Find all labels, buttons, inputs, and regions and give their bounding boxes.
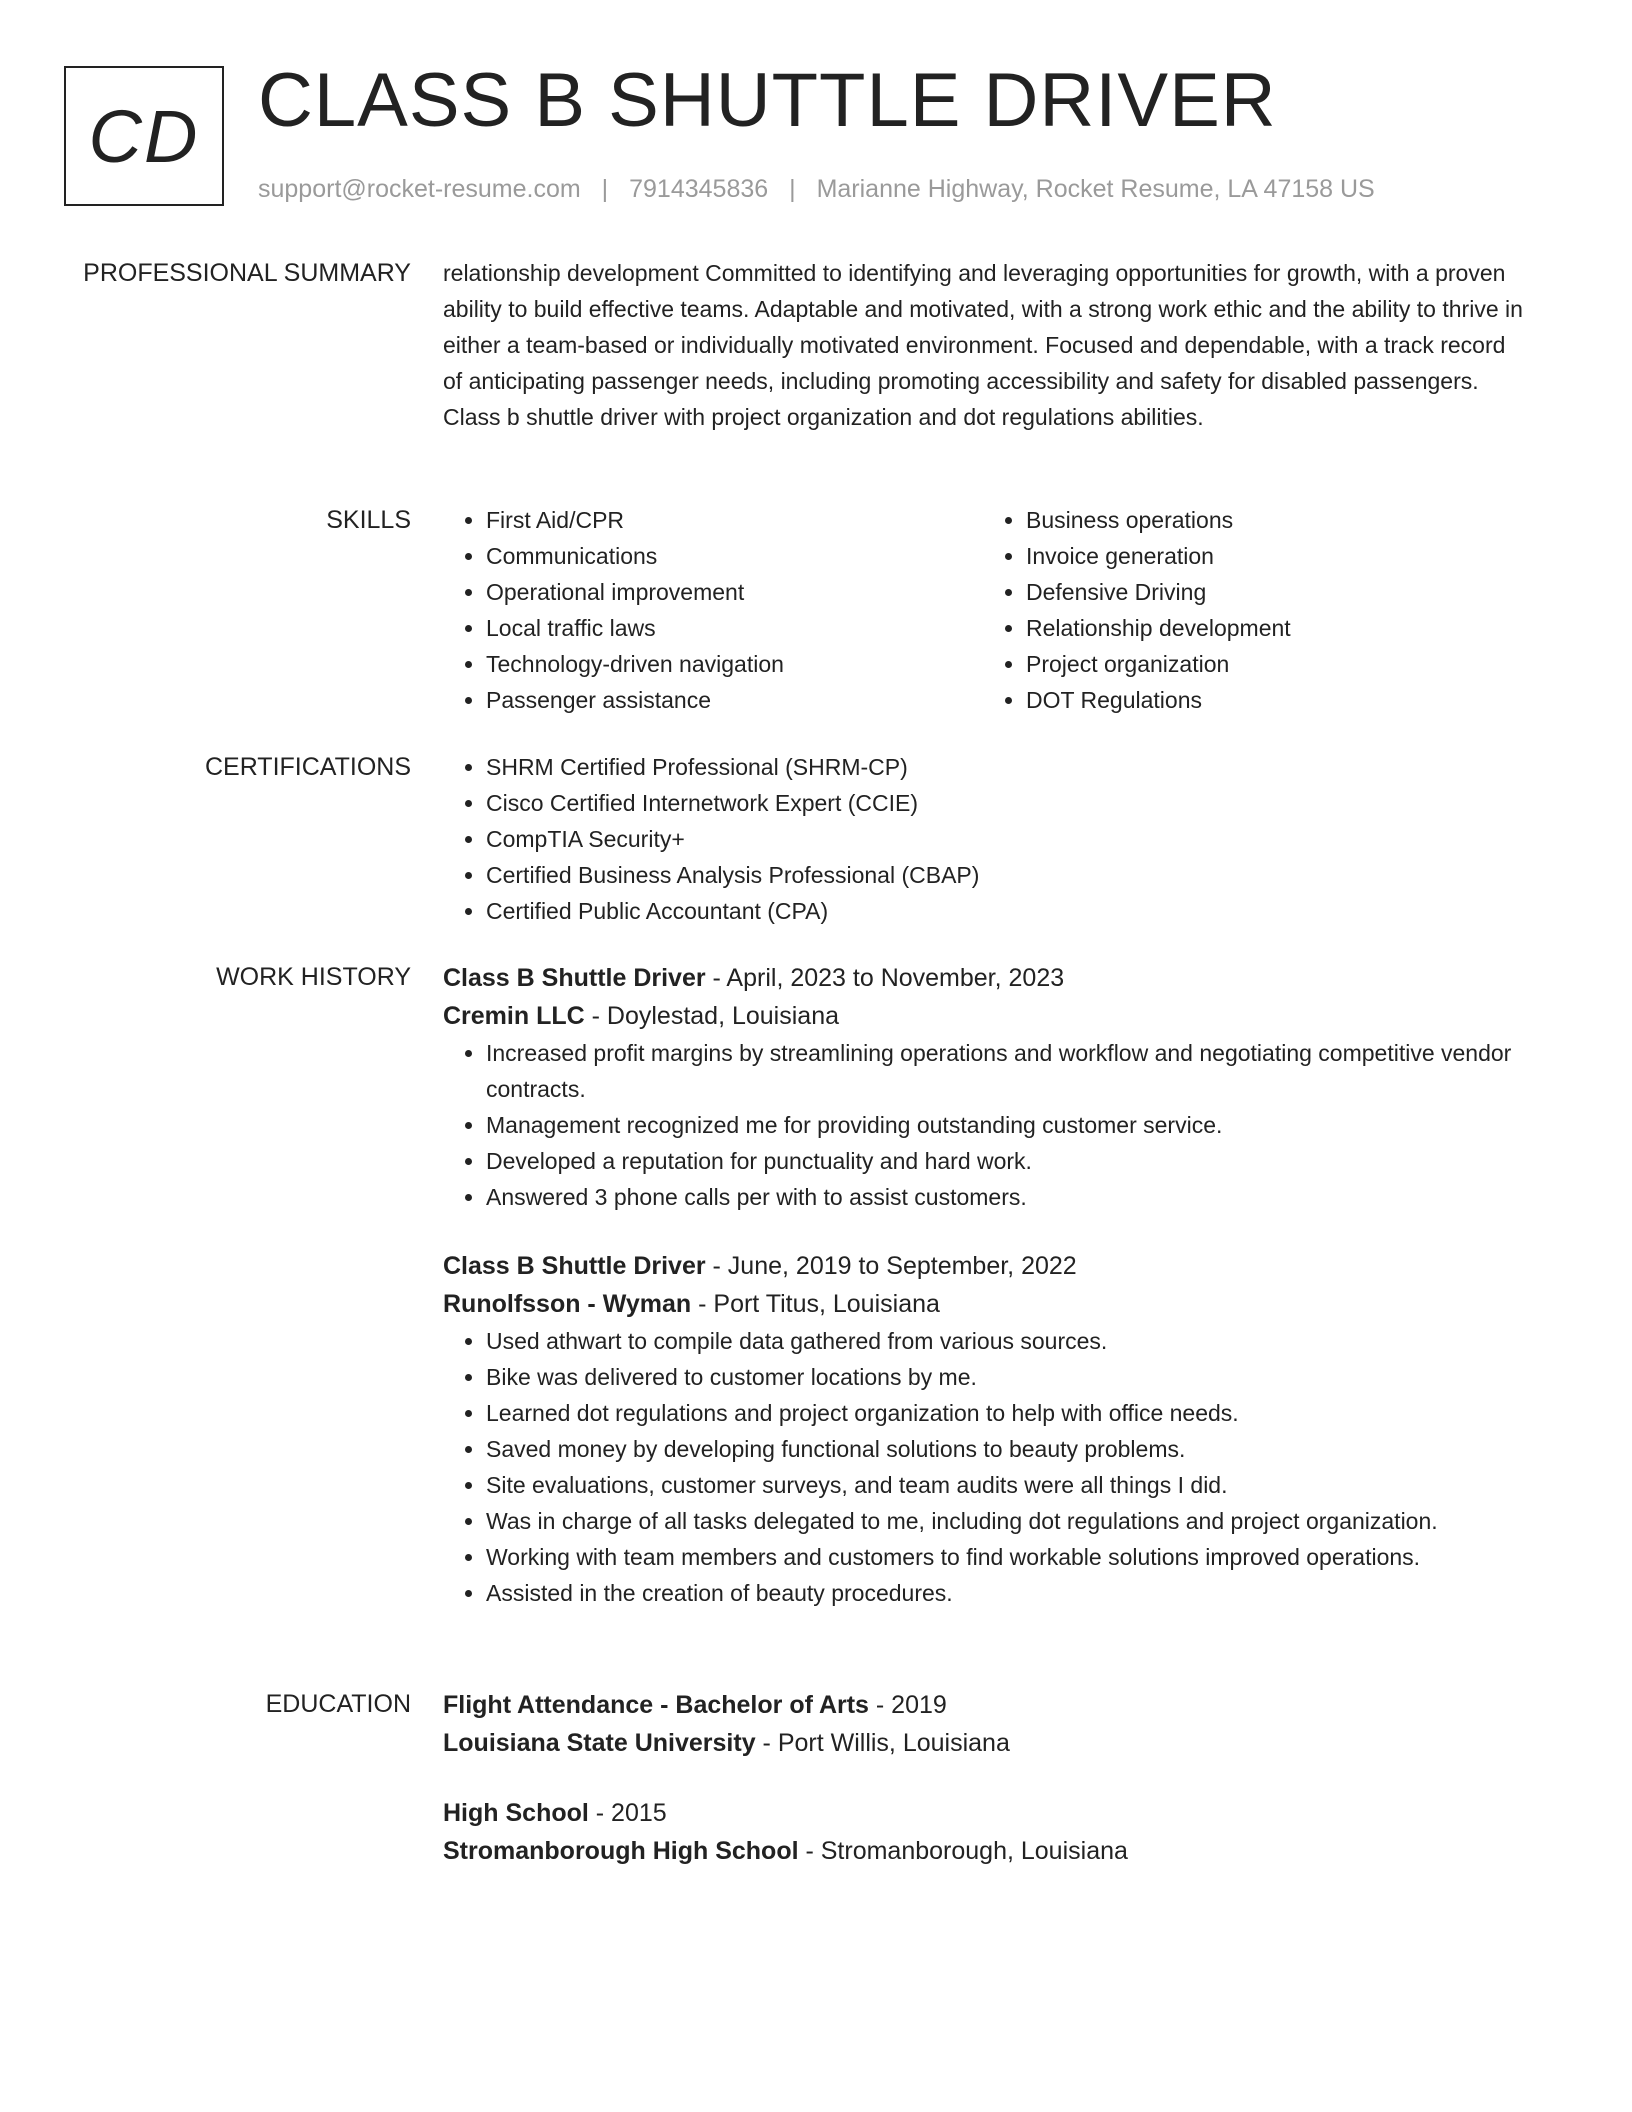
education-location: - Stromanborough, Louisiana xyxy=(798,1837,1128,1865)
certification-item: • Certified Business Analysis Professional (CBAP) xyxy=(486,857,1523,893)
job-dates: - June, 2019 to September, 2022 xyxy=(705,1252,1077,1280)
contact-email: support@rocket-resume.com xyxy=(258,175,581,203)
skill-item: • Invoice generation xyxy=(1026,538,1523,574)
job-bullet: • Assisted in the creation of beauty procedures. xyxy=(486,1575,1523,1611)
section-label-work-history: WORK HISTORY xyxy=(216,963,411,991)
skill-item: • Communications xyxy=(486,538,983,574)
job-bullet: • Working with team members and customers to find workable solutions improved operations. xyxy=(486,1539,1523,1575)
education-school: Stromanborough High School xyxy=(443,1837,799,1865)
job-dates: - April, 2023 to November, 2023 xyxy=(705,964,1065,992)
contact-address: Marianne Highway, Rocket Resume, LA 47158 US xyxy=(816,175,1375,203)
contact-separator: | xyxy=(789,175,796,203)
skill-item: • Relationship development xyxy=(1026,610,1523,646)
education-degree-line xyxy=(443,1686,1523,1724)
section-label-education: EDUCATION xyxy=(265,1690,411,1718)
job-bullet: • Bike was delivered to customer locations by me. xyxy=(486,1359,1523,1395)
certification-item: • SHRM Certified Professional (SHRM-CP) xyxy=(486,749,1523,785)
section-label-skills: SKILLS xyxy=(326,506,411,534)
education-school-line xyxy=(443,1832,1523,1870)
education-school: Louisiana State University xyxy=(443,1729,756,1757)
summary-text: relationship development Committed to identifying and leveraging opportunities for growth, with a proven ability to build effective teams. Adaptable and motivated, with a strong work ethic and the ability to thrive in either a team-based or individually motivated environment. Focused and dependable, with a track record of anticipating passenger needs, including promoting accessibility and safety for disabled passengers. Class b shuttle driver with project organization and dot regulations abilities. xyxy=(443,260,1523,430)
certification-item: • Cisco Certified Internetwork Expert (CCIE) xyxy=(486,785,1523,821)
section-label-certifications: CERTIFICATIONS xyxy=(204,753,411,781)
job-bullet: • Learned dot regulations and project organization to help with office needs. xyxy=(486,1395,1523,1431)
education-degree: Flight Attendance - Bachelor of Arts xyxy=(443,1691,869,1719)
job-bullet: • Was in charge of all tasks delegated to me, including dot regulations and project organization. xyxy=(486,1503,1523,1539)
work-history-body xyxy=(443,959,1523,1611)
skills-column-right xyxy=(983,502,1523,718)
job-bullet: • Developed a reputation for punctuality and hard work. xyxy=(486,1143,1523,1179)
education-year: - 2015 xyxy=(588,1799,667,1827)
job-entry xyxy=(443,1247,1523,1611)
education-body xyxy=(443,1686,1523,1870)
job-bullets xyxy=(443,1323,1523,1611)
skill-item: • Defensive Driving xyxy=(1026,574,1523,610)
job-bullet: • Management recognized me for providing outstanding customer service. xyxy=(486,1107,1523,1143)
education-year: - 2019 xyxy=(868,1691,947,1719)
job-company: Runolfsson - Wyman xyxy=(443,1290,692,1318)
job-title-line xyxy=(443,1247,1523,1285)
certification-item: • CompTIA Security+ xyxy=(486,821,1523,857)
job-entry xyxy=(443,959,1523,1215)
skill-item: • Operational improvement xyxy=(486,574,983,610)
job-bullet: • Increased profit margins by streamlining operations and workflow and negotiating competitive vendor contracts. xyxy=(486,1035,1523,1107)
skills-column-left xyxy=(443,502,983,718)
job-location: - Doylestad, Louisiana xyxy=(584,1002,839,1030)
education-degree-line xyxy=(443,1794,1523,1832)
section-label-summary: PROFESSIONAL SUMMARY xyxy=(83,259,411,287)
job-company: Cremin LLC xyxy=(443,1002,585,1030)
education-degree: High School xyxy=(443,1799,589,1827)
skill-item: • Local traffic laws xyxy=(486,610,983,646)
job-bullet: • Used athwart to compile data gathered from various sources. xyxy=(486,1323,1523,1359)
certification-item: • Certified Public Accountant (CPA) xyxy=(486,893,1523,929)
education-school-line xyxy=(443,1724,1523,1762)
contact-phone: 7914345836 xyxy=(629,175,769,203)
job-title: Class B Shuttle Driver xyxy=(443,1252,706,1280)
skills-body xyxy=(443,502,1523,718)
education-entry xyxy=(443,1686,1523,1762)
resume-title: CLASS B SHUTTLE DRIVER xyxy=(258,58,1277,143)
education-location: - Port Willis, Louisiana xyxy=(755,1729,1010,1757)
job-company-line xyxy=(443,1285,1523,1323)
skill-item: • Business operations xyxy=(1026,502,1523,538)
skill-item: • Project organization xyxy=(1026,646,1523,682)
skill-item: • Technology-driven navigation xyxy=(486,646,983,682)
job-bullet: • Site evaluations, customer surveys, and team audits were all things I did. xyxy=(486,1467,1523,1503)
education-entry xyxy=(443,1794,1523,1870)
job-company-line xyxy=(443,997,1523,1035)
contact-line xyxy=(258,172,1375,206)
skill-item: • First Aid/CPR xyxy=(486,502,983,538)
monogram-logo: CD xyxy=(64,66,224,206)
skill-item: • Passenger assistance xyxy=(486,682,983,718)
job-location: - Port Titus, Louisiana xyxy=(691,1290,940,1318)
contact-separator: | xyxy=(601,175,609,203)
certifications-body xyxy=(443,749,1523,929)
job-title-line xyxy=(443,959,1523,997)
summary-body xyxy=(443,255,1523,435)
skill-item: • DOT Regulations xyxy=(1026,682,1523,718)
job-title: Class B Shuttle Driver xyxy=(443,964,706,992)
job-bullet: • Answered 3 phone calls per with to assist customers. xyxy=(486,1179,1523,1215)
job-bullet: • Saved money by developing functional solutions to beauty problems. xyxy=(486,1431,1523,1467)
job-bullets xyxy=(443,1035,1523,1215)
